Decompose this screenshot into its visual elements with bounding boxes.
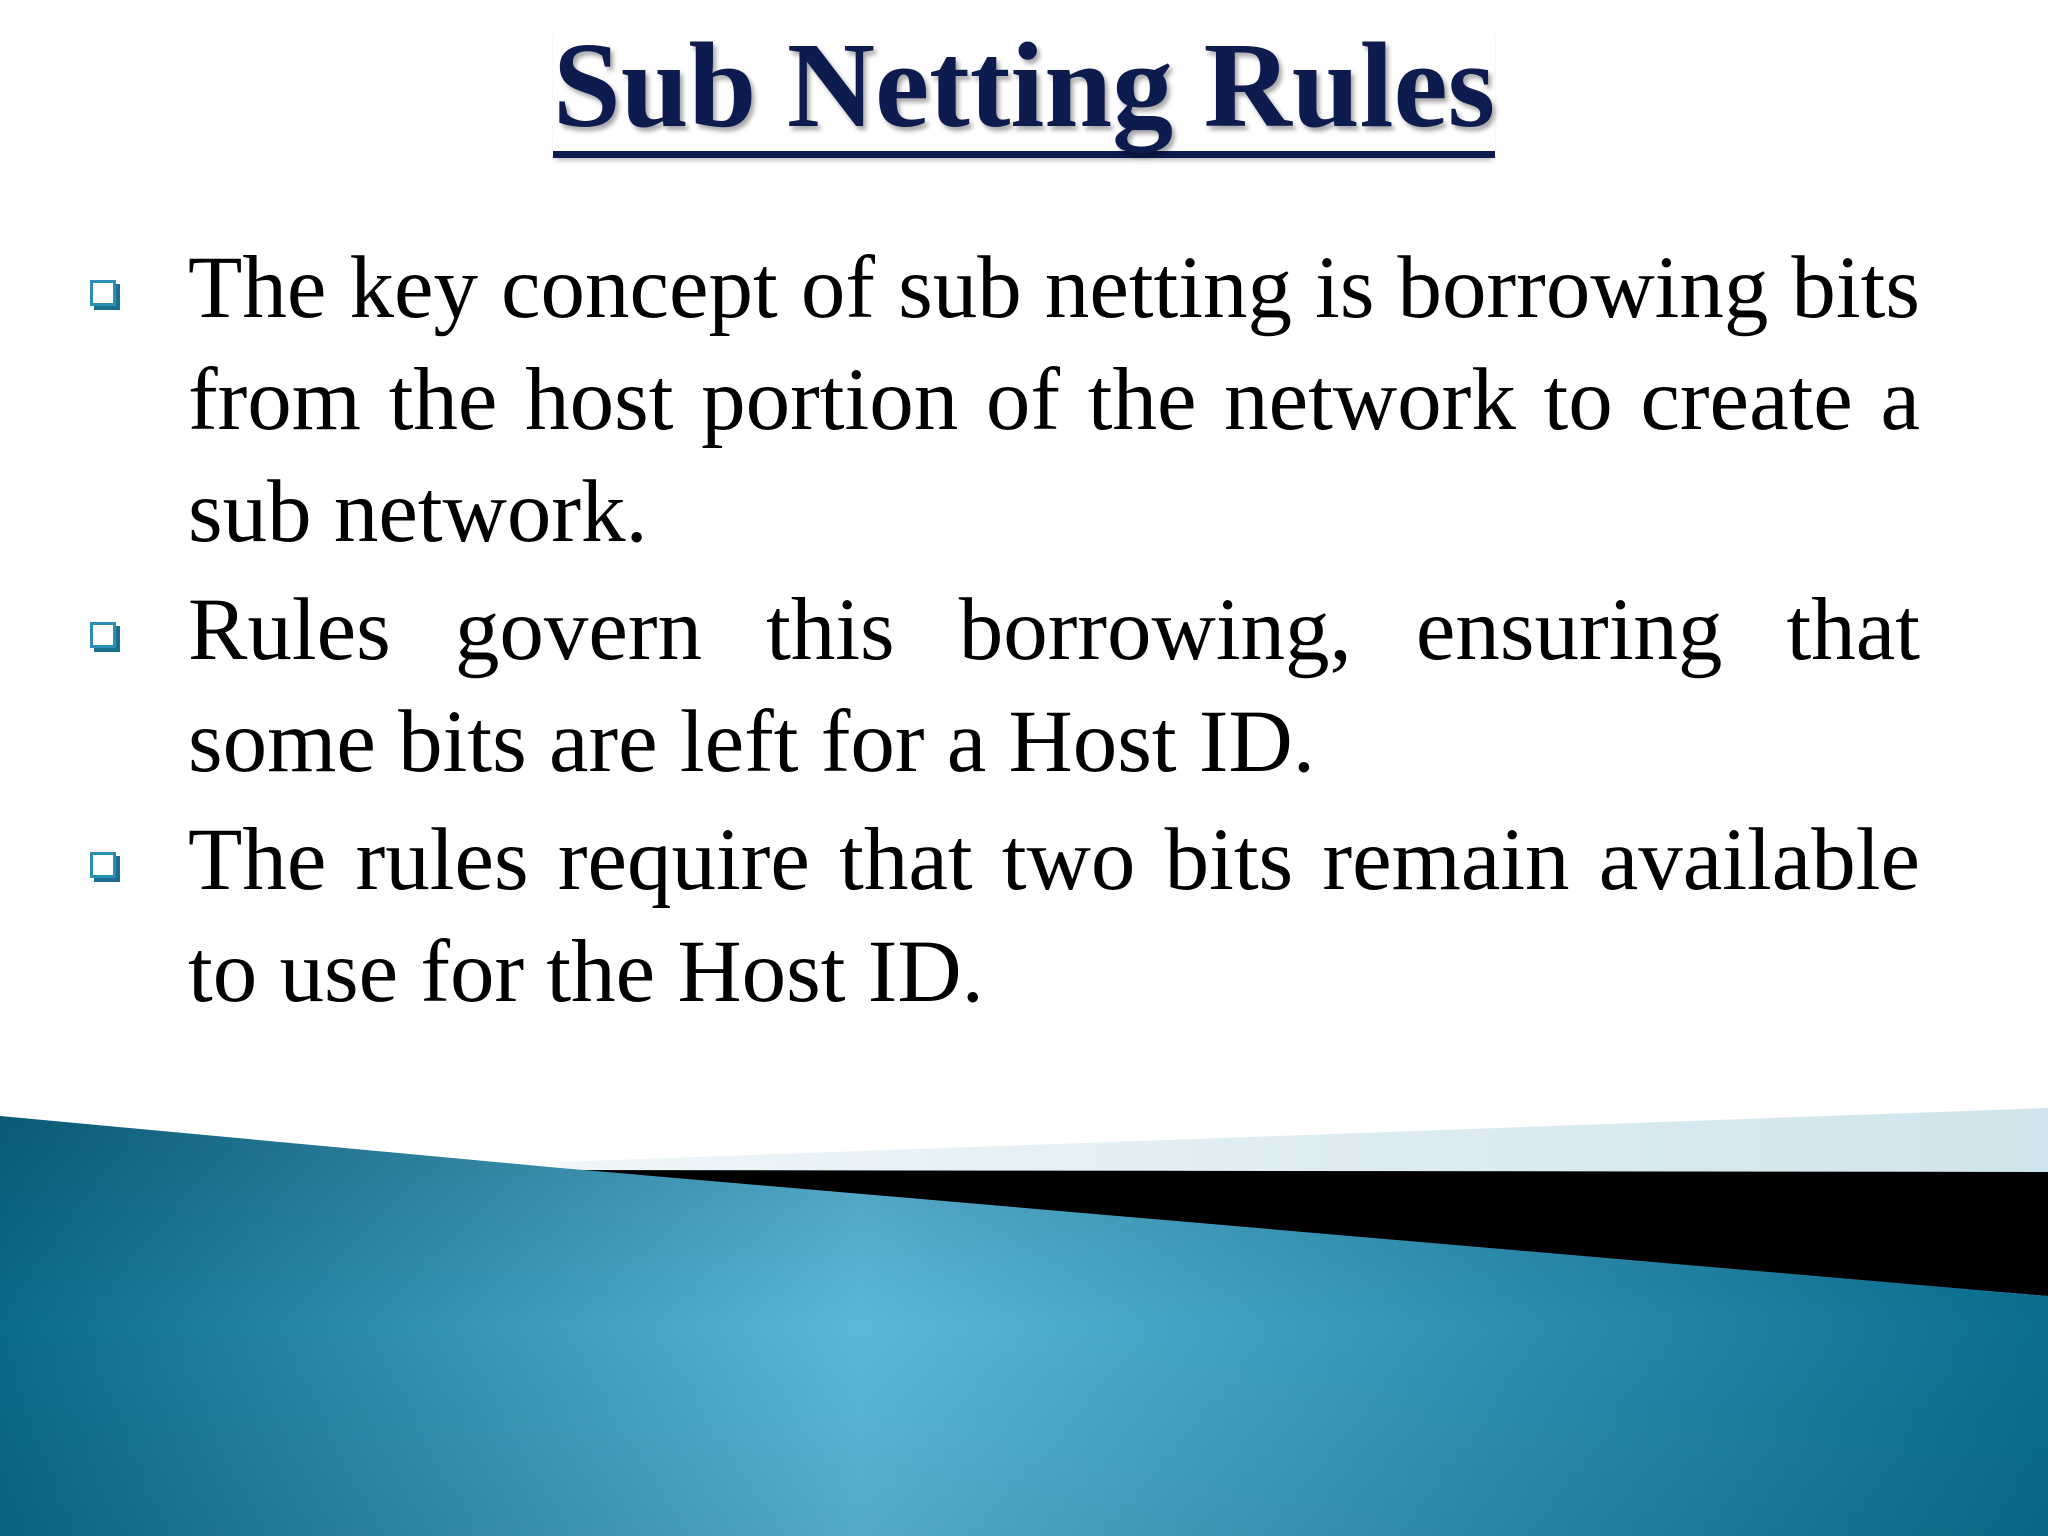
square-bullet-icon xyxy=(90,280,116,306)
slide-title xyxy=(0,18,2048,158)
teal-band xyxy=(0,1116,2048,1536)
bullet-list xyxy=(80,232,1920,1028)
square-bullet-icon xyxy=(90,852,116,878)
bullet-text: Rules govern this borrowing, ensuring that some bits are left for a Host ID. xyxy=(188,581,1920,791)
black-stripe xyxy=(560,1170,2048,1296)
bullet-text: The key concept of sub netting is borrowing bits from the host portion of the network to create a sub network. xyxy=(188,239,1920,561)
bullet-item xyxy=(80,232,1920,568)
pale-stripe xyxy=(560,1108,2048,1175)
square-bullet-icon xyxy=(90,622,116,648)
bullet-item xyxy=(80,574,1920,798)
bullet-item xyxy=(80,804,1920,1028)
slide-title-text: Sub Netting Rules xyxy=(553,25,1495,158)
bullet-text: The rules require that two bits remain available to use for the Host ID. xyxy=(188,811,1920,1021)
